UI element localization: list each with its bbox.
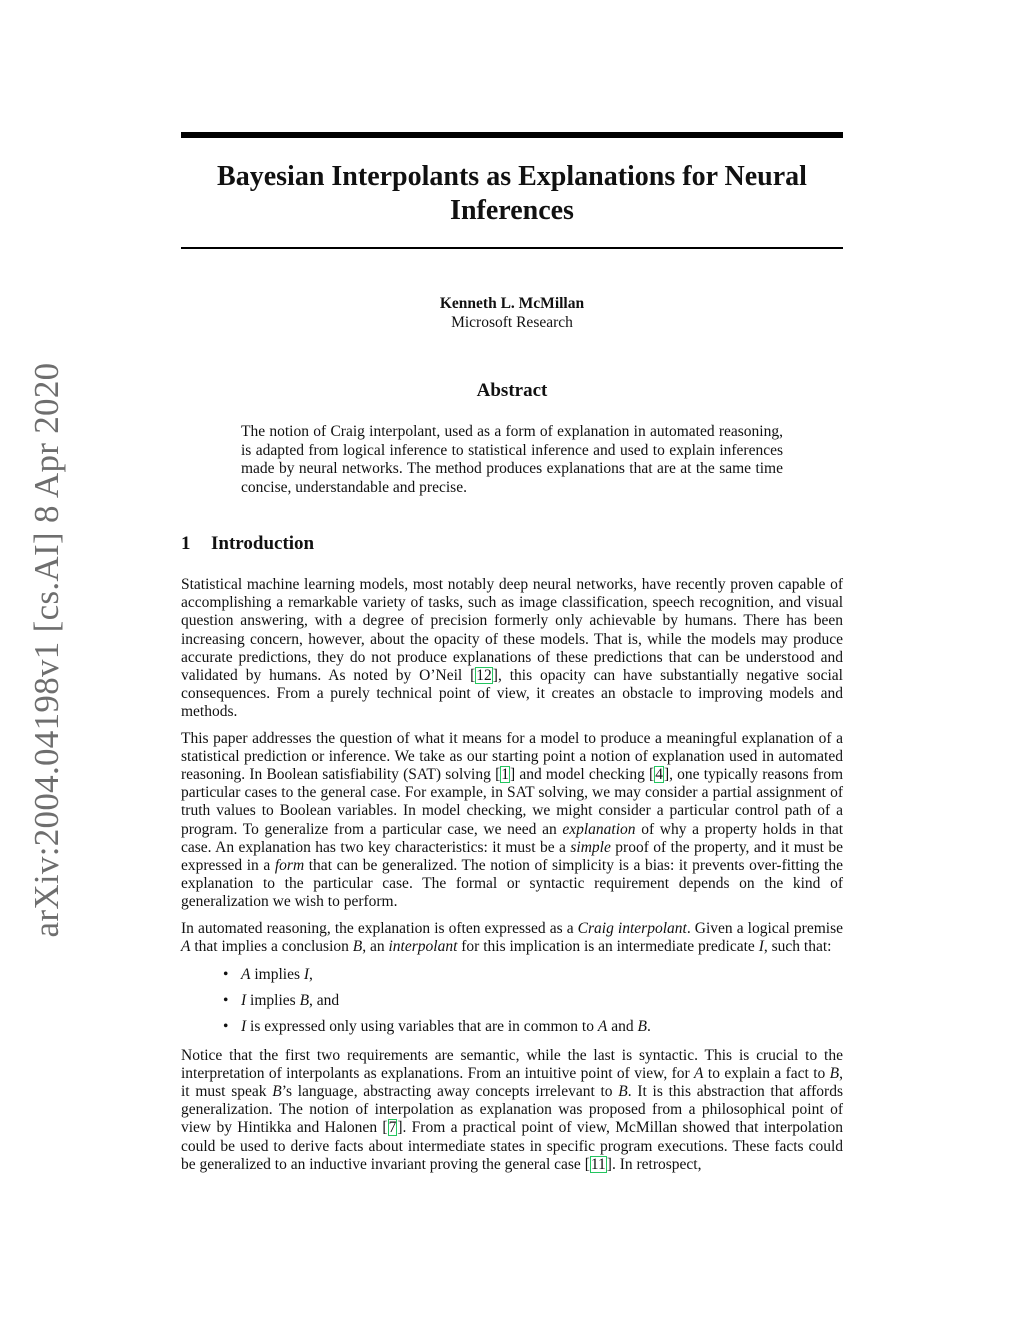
text-run: Statistical machine learning models, most notably deep neural networks, have recently proven capable of accomplishing a remarkable variety of tasks, such as image classification, speech recognition, and visual question answering, with a degree of precision formerly only achievable by humans. There has been increasing concern, however, about the opacity of these models. That is, while the models may produce accurate predictions, they do not produce explanations of these predictions that can be understood and validated by humans. As noted by O’Neil [ <box>181 576 843 685</box>
section-body <box>181 576 843 1182</box>
text-run: Notice that the first two requirements are semantic, while the last is syntactic. This is crucial to the interpretation of interpolants as explanations. From an intuitive point of view, for <box>181 1046 843 1082</box>
abstract-heading: Abstract <box>476 380 548 401</box>
text-run: . It is this abstraction that affords generalization. The notion of interpolation as explanation was proposed from a philosophical point of view by Hintikka and Halonen [ <box>181 1083 843 1137</box>
citation-link[interactable]: 4 <box>655 766 663 784</box>
author-name: Kenneth L. McMillan <box>439 295 585 312</box>
paper-title: Bayesian Interpolants as Explanations for Neural Inferences <box>217 161 807 226</box>
text-run: . Given a logical premise <box>686 919 843 937</box>
text-run: . <box>646 1018 651 1036</box>
text-run: to explain a fact to <box>703 1064 830 1082</box>
text-run: is expressed only using variables that are in common to <box>246 1018 598 1036</box>
text-run: for this implication is an intermediate predicate <box>457 937 759 955</box>
text-run: ’s language, abstracting away concepts irrelevant to <box>281 1083 619 1101</box>
list-item <box>241 1018 843 1036</box>
math-variable: A <box>181 937 191 955</box>
emphasis: form <box>274 857 305 875</box>
emphasis: explanation <box>562 820 636 838</box>
paragraph-1 <box>181 576 843 722</box>
text-run: proof of the property, and it must be expressed in a <box>181 838 843 875</box>
text-run: implies <box>246 992 300 1010</box>
math-variable: B <box>618 1083 628 1101</box>
emphasis: interpolant <box>388 937 458 955</box>
math-variable: I <box>241 992 247 1010</box>
section-title: Introduction <box>211 533 315 554</box>
paragraph-4 <box>181 1047 843 1174</box>
text-run: In automated reasoning, the explanation is often expressed as a <box>181 919 578 937</box>
text-run: that implies a conclusion <box>190 937 353 955</box>
paragraph-3 <box>181 920 843 956</box>
citation-link[interactable]: 11 <box>590 1155 606 1173</box>
text-run: of why a property holds in that case. An explanation has two key characteristics: it must be a <box>181 820 844 856</box>
text-run: ]. In retrospect, <box>606 1155 702 1173</box>
math-variable: A <box>241 966 251 984</box>
math-variable: B <box>272 1083 282 1101</box>
text-run: This paper addresses the question of what it means for a model to produce a meaningful explanation of a statistical prediction or inference. We take as our starting point a notion of explanation used in automated reasoning. In Boolean satisfiability (SAT) solving [ <box>181 729 843 784</box>
text-run: , it must speak <box>181 1064 844 1101</box>
paragraph-2 <box>181 730 843 912</box>
math-variable: A <box>694 1064 704 1082</box>
citation-link[interactable]: 12 <box>476 667 492 685</box>
arxiv-stamp: arXiv:2004.04198v1 [cs.AI] 8 Apr 2020 <box>27 362 66 938</box>
text-run: , such that: <box>763 937 832 955</box>
text-run: implies <box>250 966 304 984</box>
math-variable: B <box>829 1064 840 1082</box>
citation-link[interactable]: 7 <box>388 1119 397 1137</box>
citation-link[interactable]: 1 <box>501 766 509 784</box>
section-heading <box>181 533 314 555</box>
list-item <box>241 992 843 1010</box>
math-variable: I <box>758 937 764 955</box>
author-affiliation: Microsoft Research <box>451 314 573 331</box>
text-run: ], this opacity can have substantially negative social consequences. From a purely technical point of view, it creates an obstacle to improving models and methods. <box>181 667 843 721</box>
math-variable: I <box>241 1018 247 1036</box>
math-variable: B <box>352 937 363 955</box>
math-variable: I <box>303 966 310 984</box>
text-run: that can be generalized. The notion of simplicity is a bias: it prevents over-fitting the explanation to the particular case. The formal or syntactic requirement depends on the kind of generalization we wish to perform. <box>181 857 843 911</box>
emphasis: Craig interpolant <box>577 919 687 937</box>
abstract-text: The notion of Craig interpolant, used as a form of explanation in automated reasoning, is adapted from logical inference to statistical inference and used to explain inferences made by neural networks. The method produces explanations that are at the same time concise, understandable and precise. <box>241 423 783 496</box>
text-run: ], one typically reasons from particular cases to the general case. For example, in SAT solving, we may consider a partial assignment of truth values to Boolean variables. In model checking, we might consider a particular control path of a program. To generalize from a particular case, we need an <box>181 766 844 838</box>
text-run: , and <box>309 992 340 1010</box>
text-run: , <box>309 966 313 984</box>
section-number: 1 <box>181 533 191 554</box>
emphasis: simple <box>570 838 611 856</box>
text-run: ] and model checking [ <box>509 766 655 784</box>
math-variable: B <box>299 992 310 1010</box>
title-rule-top <box>181 132 843 138</box>
title-rule-bottom <box>181 247 843 249</box>
text-run: and <box>607 1018 638 1036</box>
text-run: , an <box>362 937 389 955</box>
math-variable: A <box>597 1018 608 1036</box>
math-variable: B <box>637 1018 647 1036</box>
list-item <box>241 966 843 984</box>
interpolant-conditions-list <box>181 966 843 1037</box>
text-run: ]. From a practical point of view, McMillan showed that interpolation could be used to derive facts about intermediate states in specific program executions. These facts could be generalized to an inductive invariant proving the general case [ <box>181 1119 843 1173</box>
